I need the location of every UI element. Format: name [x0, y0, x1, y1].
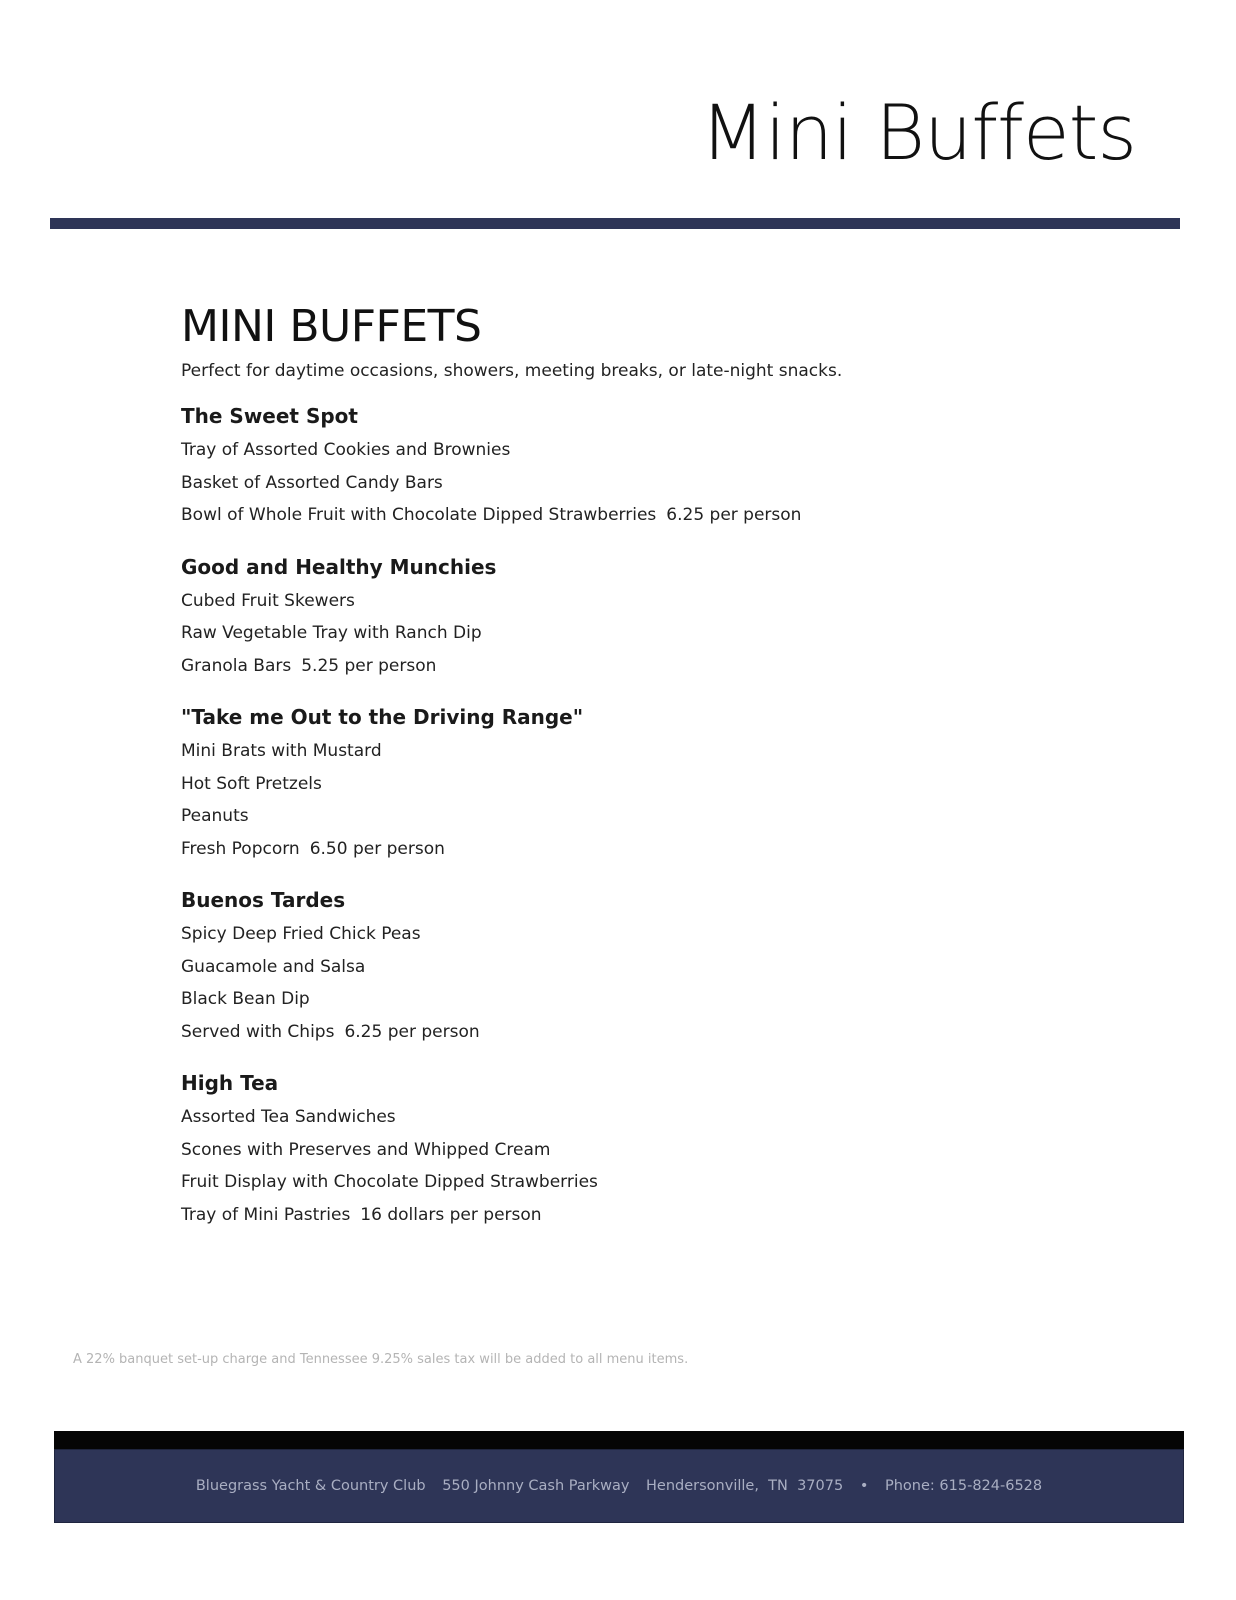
menu-item-text: Granola Bars [181, 655, 292, 676]
footer-contact [55, 1478, 1183, 1494]
club-city: Hendersonville, TN 37075 [646, 1478, 844, 1494]
price: 16 dollars per person [360, 1204, 542, 1225]
menu-item: Fruit Display with Chocolate Dipped Strawberries [181, 1172, 598, 1192]
menu-item [181, 650, 1081, 683]
menu-group-sweet-spot [181, 404, 1081, 532]
menu-item-text: Fresh Popcorn [181, 838, 300, 859]
section-heading: MINI BUFFETS [181, 301, 482, 352]
group-title: Good and Healthy Munchies [181, 554, 497, 579]
menu-group-high-tea [181, 1071, 1081, 1231]
price: 5.25 per person [301, 655, 437, 676]
group-title: The Sweet Spot [181, 404, 358, 428]
page-title: Mini Buffets [700, 88, 1136, 177]
price: 6.25 per person [344, 1021, 480, 1042]
separator-dot: • [859, 1478, 869, 1494]
menu-item: Cubed Fruit Skewers [181, 590, 355, 611]
menu-item-text: Tray of Mini Pastries [181, 1204, 351, 1225]
menu-item: Guacamole and Salsa [181, 956, 366, 977]
menu-item [181, 1199, 1081, 1232]
header-divider [50, 218, 1180, 229]
menu-group-buenos-tardes [181, 888, 1081, 1048]
intro-text: Perfect for daytime occasions, showers, meeting breaks, or late-night snacks. [181, 361, 843, 381]
group-title: "Take me Out to the Driving Range" [181, 705, 584, 729]
disclaimer-text: A 22% banquet set-up charge and Tennessee 9.25% sales tax will be added to all menu items. [73, 1352, 689, 1367]
menu-item [181, 499, 1081, 532]
group-title: High Tea [181, 1071, 279, 1095]
menu-group-driving-range [181, 705, 1081, 865]
menu-item: Peanuts [181, 806, 249, 826]
club-phone: Phone: 615-824-6528 [885, 1478, 1043, 1494]
footer-top-band [54, 1431, 1184, 1449]
menu-item: Spicy Deep Fried Chick Peas [181, 924, 421, 944]
club-address: 550 Johnny Cash Parkway [442, 1478, 630, 1494]
group-title: Buenos Tardes [181, 888, 346, 912]
menu-item [181, 833, 1081, 866]
menu-item: Assorted Tea Sandwiches [181, 1107, 396, 1127]
menu-item: Scones with Preserves and Whipped Cream [181, 1139, 551, 1160]
footer-bar [54, 1449, 1184, 1523]
menu-content [181, 301, 1081, 1231]
menu-item: Tray of Assorted Cookies and Brownies [181, 440, 511, 460]
club-name: Bluegrass Yacht & Country Club [195, 1478, 426, 1494]
price: 6.50 per person [309, 838, 445, 859]
price: 6.25 per person [666, 505, 802, 525]
menu-item: Black Bean Dip [181, 989, 310, 1009]
menu-item: Raw Vegetable Tray with Ranch Dip [181, 623, 482, 643]
menu-item: Mini Brats with Mustard [181, 741, 382, 761]
menu-item-text: Bowl of Whole Fruit with Chocolate Dipped Strawberries [181, 505, 657, 525]
menu-item [181, 1016, 1081, 1049]
menu-item-text: Served with Chips [181, 1021, 335, 1042]
menu-item: Basket of Assorted Candy Bars [181, 472, 443, 493]
menu-item: Hot Soft Pretzels [181, 773, 322, 794]
menu-group-healthy-munchies [181, 555, 1081, 683]
